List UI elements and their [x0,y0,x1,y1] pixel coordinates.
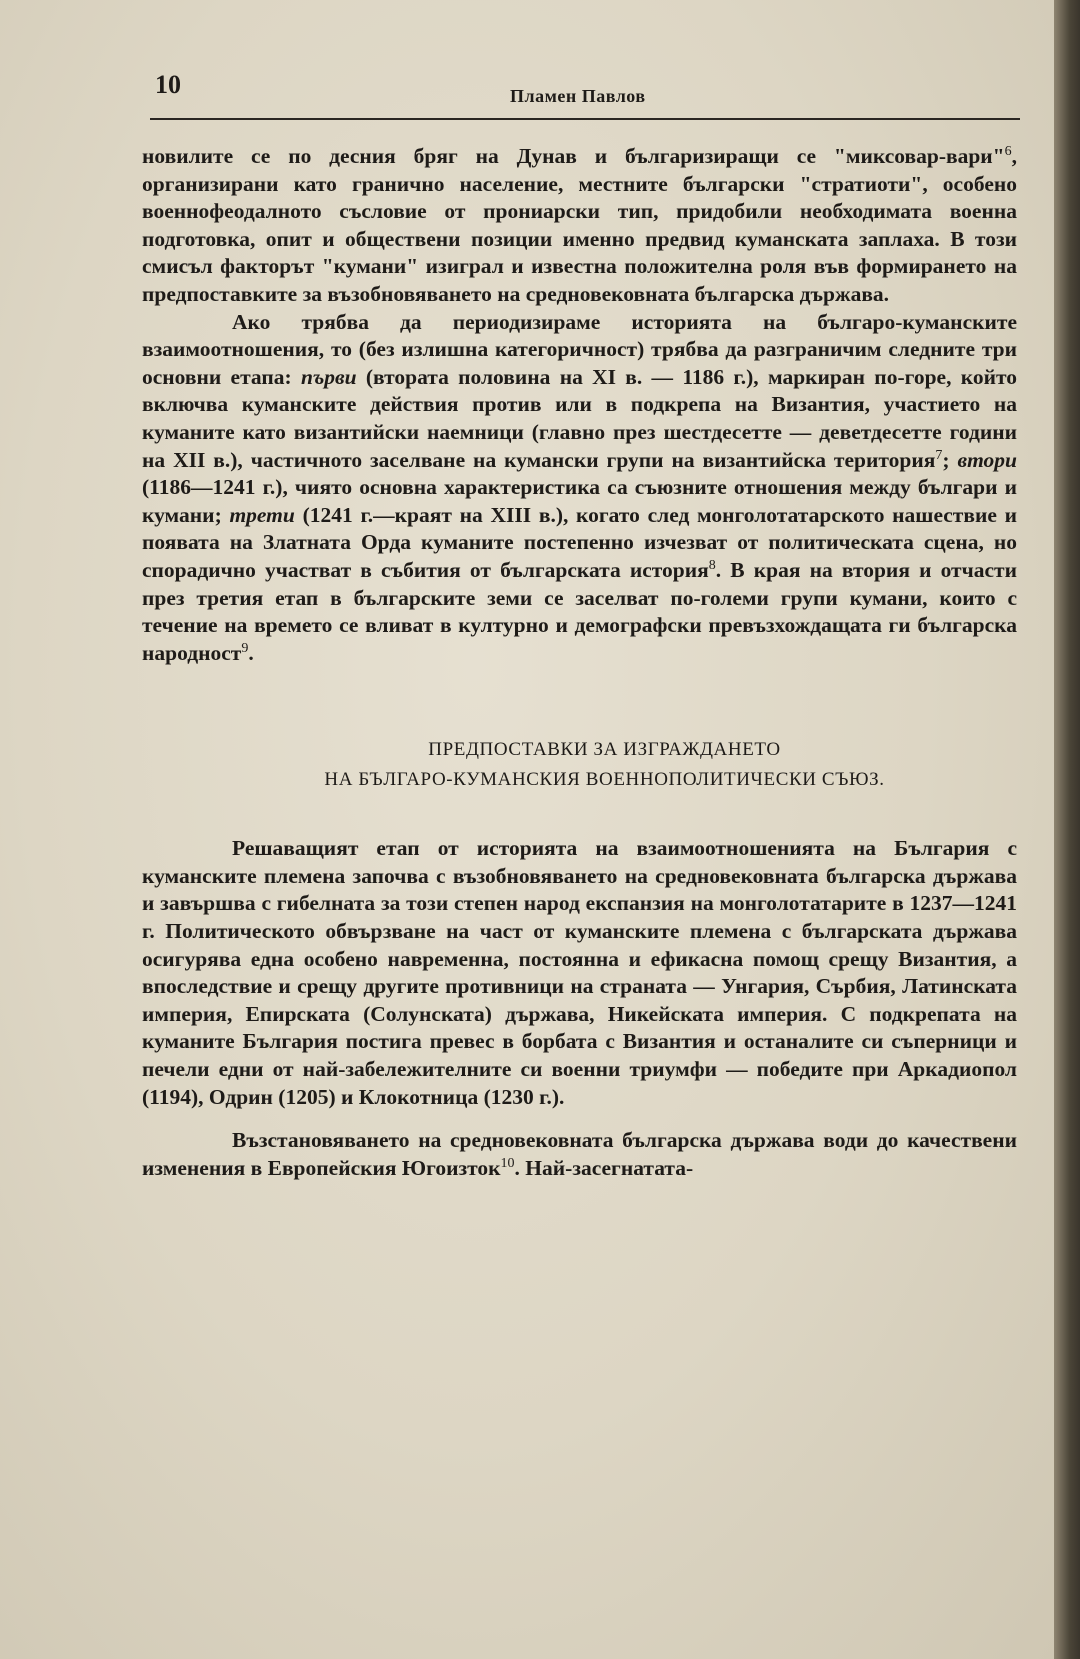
paragraph-1-text-a: новилите се по десния бряг на Дунав и българизиращи се "миксовар-вари" [142,144,1005,168]
paragraph-4-text-b: . Най-засегнатата- [514,1155,694,1180]
paragraph-2-text-e: (1241 г.—краят на XIII в.), когато след монголотатарското нашествие и появата на Златната Орда куманите постепенно изчезват от политическата сцена, но спорадично участват в събития от българската история [142,502,1017,582]
section-heading-line-2: НА БЪЛГАРО-КУМАНСКИЯ ВОЕННОПОЛИТИЧЕСКИ СЪЮЗ. [324,769,885,791]
emphasis-third: трети [229,502,295,527]
paragraph-2-text-g: . [248,640,254,665]
emphasis-second: втори [957,447,1017,472]
footnote-marker-6: 6 [1004,143,1012,159]
footnote-marker-7: 7 [935,447,943,463]
paragraph-2-text-d: (1186—1241 г.), чиято основна характеристика са съюзните отношения между българи и кумани; [142,475,1017,527]
body-text [142,143,1017,1182]
paragraph-1-text-b: , организирани като гранично население, местните български "стратиоти", особено военнофеодалното съсловие от прониарски тип, придобили необходимата военна подготовка, опит и обществени позиции именно предвид куманската заплаха. В този смисъл факторът "кумани" изиграл и известна положителна роля във формирането на предпоставките за възобновяването на средновековната българска държава. [142,144,1017,306]
paragraph-4-text-a: Възстановяването на средновековната българска държава води до качествени изменения в Европейския Югоизток [142,1128,1017,1180]
paragraph-2-text-c: ; [942,447,958,472]
page-number: 10 [155,70,181,99]
paragraph-2-text-f: . В края на втория и отчасти през третия етап в българските земи се заселват по-големи групи кумани, които с течение на времето се вливат в културно и демографски превъзхождащата ги българска народност [142,557,1017,665]
section-heading-line-1: ПРЕДПОСТАВКИ ЗА ИЗГРАЖДАНЕТО [428,739,781,761]
running-head: Пламен Павлов [510,86,646,106]
paragraph-4 [142,1127,1017,1182]
footnote-marker-8: 8 [708,557,716,573]
paragraph-2 [142,309,1017,668]
section-heading [192,735,1017,795]
footnote-marker-9: 9 [241,640,249,656]
paragraph-2-text-a: Ако трябва да периодизираме историята на българо-куманските взаимоотношения, то (без излишна категоричност) трябва да разграничим следните три основни етапа: [142,309,1017,389]
emphasis-first: първи [300,364,357,389]
footnote-marker-10: 10 [500,1155,515,1171]
paragraph-3: Решаващият етап от историята на взаимоотношенията на България с куманските племена започва с възобновяването на средновековната българска държава и завършва с гибелната за този степен народ експанзия на монголотатарите в 1237—1241 г. Политическото обвързване на част от куманските племена с българската държава осигурява една особено навременна, постоянна и ефикасна помощ срещу Византия, а впоследствие и срещу другите противници на страната — Унгария, Сърбия, Латинската империя, Епирската (Солунската) държава, Никейската империя. С подкрепата на куманите България постига превес в борбата с Византия и останалите си съперници и печели едни от най-забележителните си военни триумфи — победите при Аркадиопол (1194), Одрин (1205) и Клокотница (1230 г.). [142,836,1017,1109]
paragraph-1 [142,143,1017,309]
paragraph-2-text-b: (втората половина на XI в. — 1186 г.), маркиран по-горе, който включва куманските действия против или в подкрепа на Византия, участието на куманите като византийски наемници (главно през шестдесетте — деветдесетте години на XII в.), частичното заселване на кумански групи на византийска територия [142,364,1018,472]
header-rule [150,118,1020,120]
book-binding-edge [1054,0,1080,1659]
